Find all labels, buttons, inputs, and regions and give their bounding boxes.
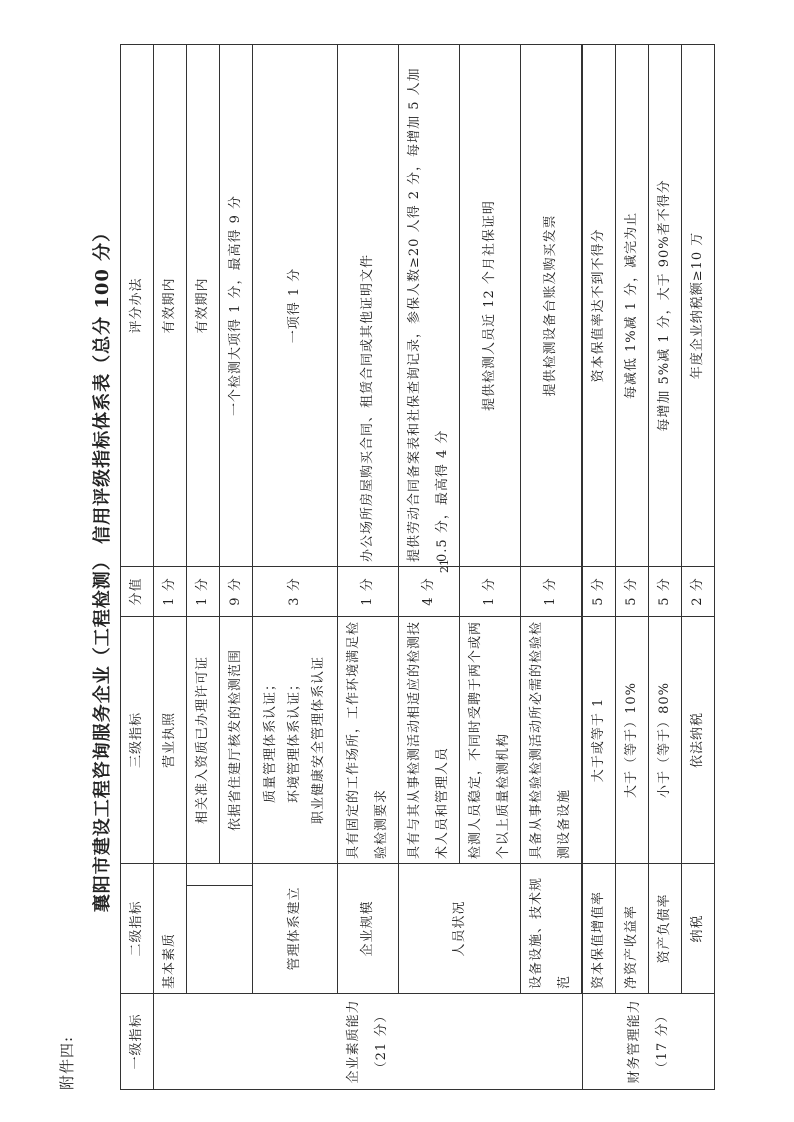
header-level3: 三级指标 [121,616,154,863]
level2-cell: 管理体系建立 [253,863,338,993]
level3-cell: 相关准入资质已办理许可证 [187,616,220,863]
level3-cell: 依法纳税 [682,616,715,863]
score-cell: 1 分 [521,566,582,616]
level2-cell: 设备设施、技术规范 [521,863,582,993]
mgmt-line: 职业健康安全管理体系认证 [311,655,326,824]
level1-name: 企业素质能力 [346,999,361,1084]
method-cell: 年度企业纳税额≥10 万 [682,44,715,566]
score-cell: 1 分 [154,566,187,616]
table-row [649,44,682,1089]
rotated-page [86,45,738,1090]
level3-cell: 大于或等于 1 [583,616,616,863]
score-cell: 1 分 [187,566,220,616]
level2-cell [187,886,253,994]
level1-total: （21 分） [374,1008,389,1075]
method-cell: 办公场所房屋购买合同、租赁合同或其他证明文件 [338,44,399,566]
level2-cell: 纳税 [682,863,715,993]
table-row [583,44,616,1089]
method-cell: 提供劳动合同备案表和社保查询记录，参保人数≥20 人得 2 分，每增加 5 人加 0.5 分，最高得 4 分 [399,44,460,566]
method-cell: 每减低 1%减 1 分，减完为止 [616,44,649,566]
table-row [521,44,582,1089]
level3-cell: 依据省住建厅核发的检测范围 [220,616,253,863]
level2-cell: 企业规模 [338,863,399,993]
table-row [338,44,399,1089]
level3-cell: 检测人员稳定，不同时受聘于两个或两个以上质量检测机构 [460,616,521,863]
level3-cell: 具备从事检验检测活动所必需的检验检测设备设施 [521,616,582,863]
table-row [154,44,187,1089]
annex-label: 附件四: [58,1035,76,1090]
header-level1: 一级指标 [121,994,154,1090]
score-cell: 1 分 [460,566,521,616]
method-cell: 有效期内 [187,44,220,566]
level1-name: 财务管理能力 [626,999,642,1084]
level3-cell: 大于（等于）10% [616,616,649,863]
method-cell: 提供检测设备台账及购买发票 [521,44,582,566]
header-row [121,44,154,1089]
table-row [616,44,649,1089]
score-cell: 1 分 [338,566,399,616]
indicator-table [120,44,715,1090]
level1-cell [583,994,715,1090]
method-cell: 每增加 5%减 1 分，大于 90%者不得分 [649,44,682,566]
level3-cell: 具有与其从事检测活动相适应的检测技术人员和管理人员 [399,616,460,863]
level1-cell [154,994,583,1090]
level3-cell: 营业执照 [154,616,187,863]
method-cell: 提供检测人员近 12 个月社保证明 [460,44,521,566]
page-title: 襄阳市建设工程咨询服务企业（工程检测） 信用评级指标体系表（总分 100 分） [92,222,113,913]
level2-cell: 净资产收益率 [616,863,649,993]
method-cell: 一项得 1 分 [253,44,338,566]
method-cell: 有效期内 [154,44,187,566]
table-row [253,44,338,1089]
score-cell: 4 分 [399,566,460,616]
level2-cell: 人员状况 [399,863,521,993]
header-score: 分值 [121,566,154,616]
level2-cell: 基本素质 [154,863,187,993]
level3-cell [253,616,338,863]
table-row [682,44,715,1089]
score-cell: 3 分 [253,566,338,616]
divider-cell [187,863,253,885]
table-row [187,44,220,1089]
score-cell: 5 分 [583,566,616,616]
score-cell: 2 分 [682,566,715,616]
level3-cell: 具有固定的工作场所，工作环境满足检验检测要求 [338,616,399,863]
level1-total: （17 分） [654,1008,670,1075]
method-cell: 资本保值率达不到不得分 [583,44,616,566]
level2-cell: 资本保值增值率 [583,863,616,993]
score-cell: 9 分 [220,566,253,616]
score-cell: 5 分 [649,566,682,616]
level2-cell: 资产负债率 [649,863,682,993]
score-cell: 5 分 [616,566,649,616]
page-number: 21 [438,559,451,573]
method-cell: 一个检测大项得 1 分，最高得 9 分 [220,44,253,566]
mgmt-line: 环境管理体系认证； [287,676,302,803]
header-method: 评分办法 [121,44,154,566]
header-level2: 二级指标 [121,863,154,993]
level3-cell: 小于（等于）80% [649,616,682,863]
table-row [399,44,460,1089]
mgmt-line: 质量管理体系认证； [263,676,278,803]
